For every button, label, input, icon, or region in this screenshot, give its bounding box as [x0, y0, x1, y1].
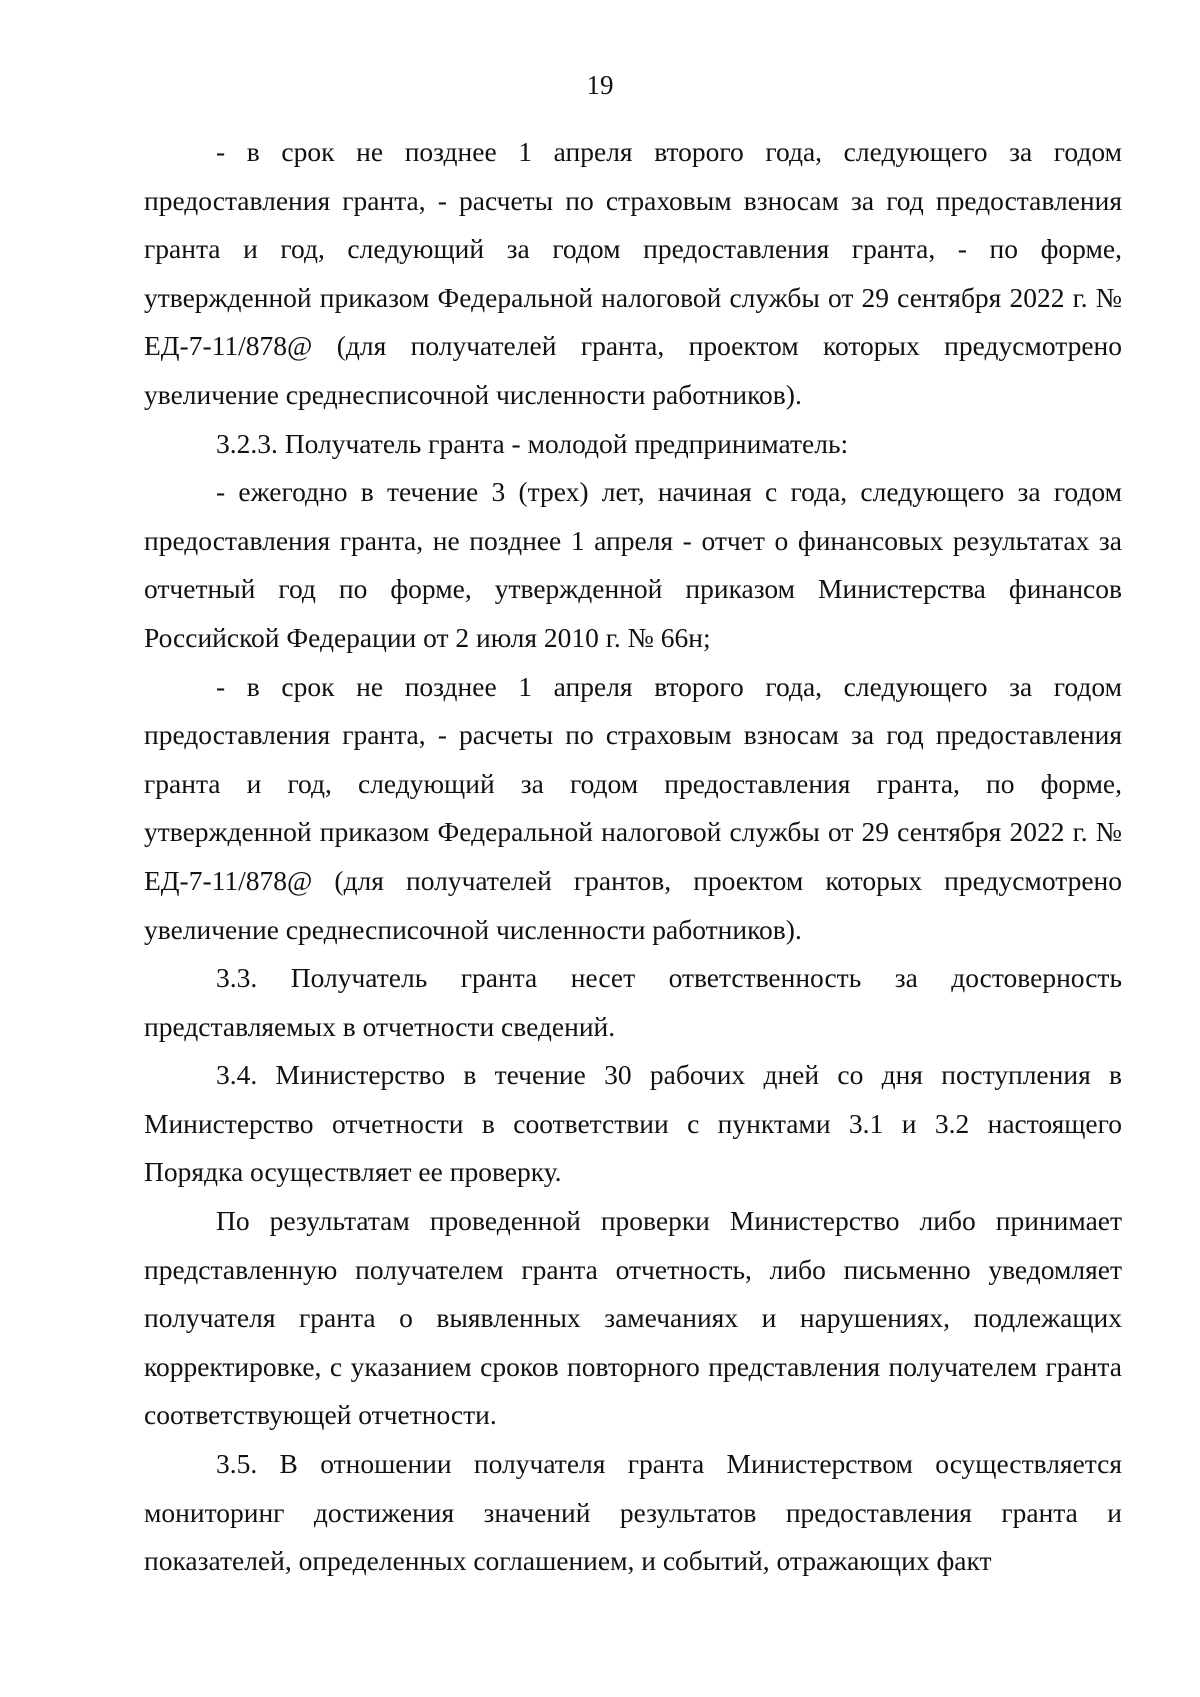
paragraph-3-5: 3.5. В отношении получателя гранта Министерством осуществляется мониторинг достижения значений результатов предоставления гранта и показателей, определенных соглашением, и событий, отражающих факт	[144, 1448, 1122, 1577]
document-body	[144, 128, 1122, 1586]
paragraph-insurance-reports-1: - в срок не позднее 1 апреля второго года, следующего за годом предоставления гранта, - расчеты по страховым взносам за год предоставления гранта и год, следующий за годом предоставления гранта, - по форме, утвержденной приказом Федеральной налоговой службы от 29 сентября 2022 г. № ЕД-7-11/878@ (для получателей гранта, проектом которых предусмотрено увеличение среднесписочной численности работников).	[144, 136, 1122, 410]
paragraph-3-4: 3.4. Министерство в течение 30 рабочих дней со дня поступления в Министерство отчетности в соответствии с пунктами 3.1 и 3.2 настоящего Порядка осуществляет ее проверку.	[144, 1059, 1122, 1188]
paragraph-financial-results-report: - ежегодно в течение 3 (трех) лет, начиная с года, следующего за годом предоставления гранта, не позднее 1 апреля - отчет о финансовых результатах за отчетный год по форме, утвержденной приказом Министерства финансов Российской Федерации от 2 июля 2010 г. № 66н;	[144, 476, 1122, 653]
paragraph-3-3: 3.3. Получатель гранта несет ответственность за достоверность представляемых в отчетности сведений.	[144, 962, 1122, 1042]
paragraph-insurance-reports-2: - в срок не позднее 1 апреля второго года, следующего за годом предоставления гранта, - расчеты по страховым взносам за год предоставления гранта и год, следующий за годом предоставления гранта, по форме, утвержденной приказом Федеральной налоговой службы от 29 сентября 2022 г. № ЕД-7-11/878@ (для получателей грантов, проектом которых предусмотрено увеличение среднесписочной численности работников).	[144, 670, 1122, 945]
page-number: 19	[586, 70, 614, 100]
paragraph-verification-results: По результатам проведенной проверки Министерство либо принимает представленную получателем гранта отчетность, либо письменно уведомляет получателя гранта о выявленных замечаниях и нарушениях, подлежащих корректировке, с указанием сроков повторного представления получателем гранта соответствующей отчетности.	[144, 1205, 1122, 1431]
paragraph-3-2-3-heading: 3.2.3. Получатель гранта - молодой предприниматель:	[216, 427, 849, 459]
